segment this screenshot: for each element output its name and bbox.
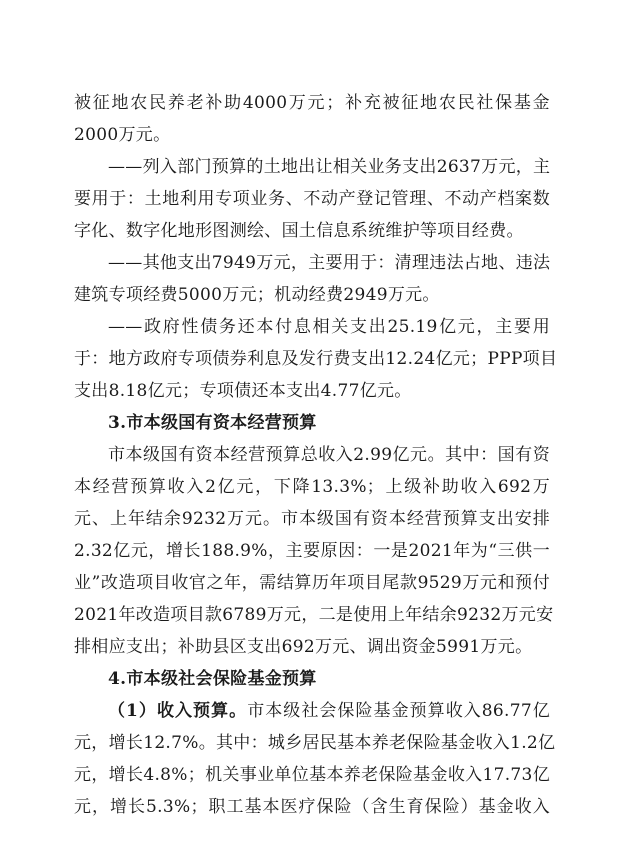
paragraph-text: 市本级社会保险基金预算收入86.77亿: [247, 701, 551, 721]
paragraph-line: 要用于：土地利用专项业务、不动产登记管理、不动产档案数: [74, 189, 550, 209]
paragraph-line: 支出8.18亿元；专项债还本支出4.77亿元。: [74, 381, 412, 401]
paragraph-line: 字化、数字化地形图测绘、国土信息系统维护等项目经费。: [74, 221, 524, 241]
paragraph-line: 元、上年结余9232万元。市本级国有资本经营预算支出安排: [74, 509, 550, 529]
paragraph-line: 市本级国有资本经营预算总收入2.99亿元。其中：国有资: [108, 445, 550, 465]
section-heading: 4.市本级社会保险基金预算: [108, 669, 317, 689]
paragraph-line: 业”改造项目收官之年，需结算历年项目尾款9529万元和预付: [74, 573, 550, 593]
paragraph-line: 2.32亿元，增长188.9%，主要原因：一是2021年为“三供一: [74, 541, 550, 561]
paragraph-line: 元，增长5.3%；职工基本医疗保险（含生育保险）基金收入: [74, 797, 550, 817]
paragraph-line: 元，增长12.7%。其中：城乡居民基本养老保险基金收入1.2亿: [74, 733, 556, 753]
paragraph-line: 于：地方政府专项债券利息及发行费支出12.24亿元；PPP项目: [74, 349, 558, 369]
section-heading: 3.市本级国有资本经营预算: [108, 413, 317, 433]
paragraph-line: 2000万元。: [74, 125, 171, 145]
lead-in-label: （1）收入预算。: [108, 701, 248, 721]
paragraph-line: 被征地农民养老补助4000万元；补充被征地农民社保基金: [74, 93, 550, 113]
paragraph-line: 本经营预算收入2亿元，下降13.3%；上级补助收入692万: [74, 477, 550, 497]
paragraph-line: 排相应支出；补助县区支出692万元、调出资金5991万元。: [74, 637, 533, 657]
paragraph-line: ——其他支出7949万元，主要用于：清理违法占地、违法: [108, 253, 551, 273]
paragraph-line: 2021年改造项目款6789万元，二是使用上年结余9232万元安: [74, 605, 554, 625]
paragraph-line: [108, 700, 550, 722]
paragraph-line: 建筑专项经费5000万元；机动经费2949万元。: [74, 285, 440, 305]
paragraph-line: 元，增长4.8%；机关事业单位基本养老保险基金收入17.73亿: [74, 765, 550, 785]
paragraph-line: ——政府性债务还本付息相关支出25.19亿元，主要用: [108, 317, 550, 337]
paragraph-line: ——列入部门预算的土地出让相关业务支出2637万元，主: [108, 157, 551, 177]
